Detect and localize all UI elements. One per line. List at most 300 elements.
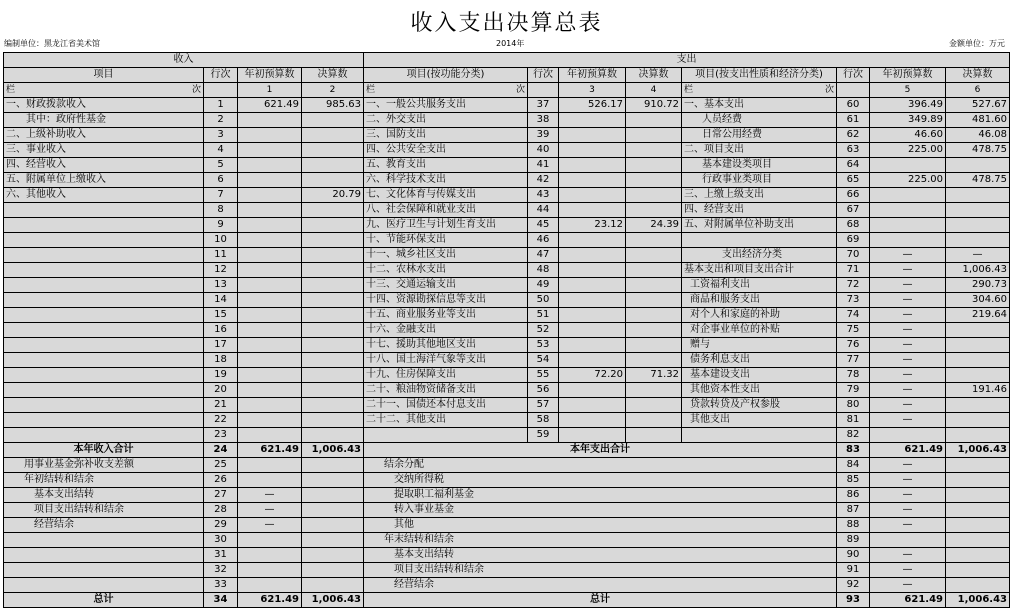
table-row bbox=[4, 518, 1010, 533]
econ-budget: — bbox=[870, 323, 946, 338]
final-header: 决算数 bbox=[302, 68, 364, 83]
income-budget bbox=[238, 293, 302, 308]
income-item: 用事业基金弥补收支差额 bbox=[4, 458, 204, 473]
year-total-row-label: 本年收入合计 bbox=[4, 443, 204, 458]
income-row-no: 2 bbox=[204, 113, 238, 128]
func-budget: 72.20 bbox=[559, 368, 626, 383]
table-row bbox=[4, 278, 1010, 293]
income-final bbox=[302, 323, 364, 338]
income-final bbox=[302, 218, 364, 233]
stub-cell: 栏 次 bbox=[4, 83, 204, 98]
econ-expense-item: 赠与 bbox=[682, 338, 837, 353]
expense-group-header: 支出 bbox=[364, 53, 1010, 68]
econ-budget: 396.49 bbox=[870, 98, 946, 113]
income-budget: 621.49 bbox=[238, 593, 302, 608]
income-budget bbox=[238, 233, 302, 248]
econ-expense-item: 三、上缴上级支出 bbox=[682, 188, 837, 203]
income-budget bbox=[238, 338, 302, 353]
func-expense-item: 二十一、国债还本付息支出 bbox=[364, 398, 528, 413]
func-expense-item: 十、节能环保支出 bbox=[364, 233, 528, 248]
econ-final bbox=[946, 233, 1010, 248]
income-row-no: 29 bbox=[204, 518, 238, 533]
col-number: 6 bbox=[946, 83, 1010, 98]
income-final bbox=[302, 428, 364, 443]
income-row-no: 26 bbox=[204, 473, 238, 488]
table-row bbox=[4, 143, 1010, 158]
income-item bbox=[4, 203, 204, 218]
func-final bbox=[626, 383, 682, 398]
econ-final bbox=[946, 338, 1010, 353]
income-budget bbox=[238, 263, 302, 278]
econ-row-no: 63 bbox=[837, 143, 870, 158]
table-row bbox=[4, 578, 1010, 593]
income-row-no: 7 bbox=[204, 188, 238, 203]
income-final bbox=[302, 518, 364, 533]
table-row bbox=[4, 458, 1010, 473]
econ-final: 481.60 bbox=[946, 113, 1010, 128]
econ-budget: 225.00 bbox=[870, 143, 946, 158]
income-row-no: 6 bbox=[204, 173, 238, 188]
func-item-header: 项目(按功能分类) bbox=[364, 68, 528, 83]
income-item bbox=[4, 278, 204, 293]
func-row-no: 39 bbox=[528, 128, 559, 143]
income-row-no: 9 bbox=[204, 218, 238, 233]
econ-expense-item: 行政事业类项目 bbox=[682, 173, 837, 188]
budget-header: 年初预算数 bbox=[238, 68, 302, 83]
econ-final bbox=[946, 368, 1010, 383]
income-budget bbox=[238, 278, 302, 293]
expense-item: 项目支出结转和结余 bbox=[364, 563, 837, 578]
currency-label: 金额单位：万元 bbox=[949, 39, 1005, 48]
col-number: 5 bbox=[870, 83, 946, 98]
income-final: 985.63 bbox=[302, 98, 364, 113]
stub-blank bbox=[204, 83, 238, 98]
income-row-no: 8 bbox=[204, 203, 238, 218]
report-title: 收入支出决算总表 bbox=[410, 11, 603, 36]
func-expense-item: 十九、住房保障支出 bbox=[364, 368, 528, 383]
stub-blank bbox=[528, 83, 559, 98]
stub-blank bbox=[837, 83, 870, 98]
func-budget bbox=[559, 308, 626, 323]
func-row-no: 42 bbox=[528, 173, 559, 188]
func-row-no: 48 bbox=[528, 263, 559, 278]
income-row-no: 27 bbox=[204, 488, 238, 503]
table-row bbox=[4, 128, 1010, 143]
econ-budget bbox=[870, 203, 946, 218]
econ-final: 290.73 bbox=[946, 278, 1010, 293]
econ-row-no: 61 bbox=[837, 113, 870, 128]
income-final bbox=[302, 248, 364, 263]
func-row-no: 59 bbox=[528, 428, 559, 443]
income-row-no: 10 bbox=[204, 233, 238, 248]
income-final bbox=[302, 263, 364, 278]
grand-total-row bbox=[4, 593, 1010, 608]
income-budget bbox=[238, 248, 302, 263]
income-item bbox=[4, 338, 204, 353]
econ-row-no: 84 bbox=[837, 458, 870, 473]
row-no-header: 行次 bbox=[837, 68, 870, 83]
econ-row-no: 90 bbox=[837, 548, 870, 563]
income-row-no: 23 bbox=[204, 428, 238, 443]
income-row-no: 15 bbox=[204, 308, 238, 323]
econ-expense-item: 其他资本性支出 bbox=[682, 383, 837, 398]
econ-budget: — bbox=[870, 248, 946, 263]
stub-cell: 栏 次 bbox=[364, 83, 528, 98]
income-final bbox=[302, 458, 364, 473]
table-row bbox=[4, 323, 1010, 338]
func-expense-item: 十四、资源勘探信息等支出 bbox=[364, 293, 528, 308]
func-final bbox=[626, 428, 682, 443]
econ-budget: — bbox=[870, 368, 946, 383]
func-final bbox=[626, 188, 682, 203]
table-row bbox=[4, 203, 1010, 218]
econ-final: 1,006.43 bbox=[946, 443, 1010, 458]
econ-row-no: 92 bbox=[837, 578, 870, 593]
econ-final bbox=[946, 533, 1010, 548]
econ-expense-item: 工资福利支出 bbox=[682, 278, 837, 293]
income-item: 项目支出结转和结余 bbox=[4, 503, 204, 518]
func-row-no: 55 bbox=[528, 368, 559, 383]
econ-final bbox=[946, 158, 1010, 173]
table-row bbox=[4, 248, 1010, 263]
econ-budget: — bbox=[870, 293, 946, 308]
func-expense-item: 八、社会保障和就业支出 bbox=[364, 203, 528, 218]
econ-row-no: 78 bbox=[837, 368, 870, 383]
income-row-no: 22 bbox=[204, 413, 238, 428]
func-expense-item: 一、一般公共服务支出 bbox=[364, 98, 528, 113]
func-expense-item: 六、科学技术支出 bbox=[364, 173, 528, 188]
income-budget bbox=[238, 143, 302, 158]
income-budget: 621.49 bbox=[238, 98, 302, 113]
income-budget bbox=[238, 128, 302, 143]
func-row-no: 37 bbox=[528, 98, 559, 113]
econ-budget: 46.60 bbox=[870, 128, 946, 143]
final-header: 决算数 bbox=[626, 68, 682, 83]
func-expense-item: 十七、援助其他地区支出 bbox=[364, 338, 528, 353]
budget-header: 年初预算数 bbox=[559, 68, 626, 83]
income-budget bbox=[238, 353, 302, 368]
func-expense-item: 十二、农林水支出 bbox=[364, 263, 528, 278]
income-item bbox=[4, 383, 204, 398]
econ-budget: — bbox=[870, 413, 946, 428]
income-budget bbox=[238, 203, 302, 218]
econ-row-no: 65 bbox=[837, 173, 870, 188]
econ-budget bbox=[870, 158, 946, 173]
econ-row-no: 66 bbox=[837, 188, 870, 203]
econ-row-no: 75 bbox=[837, 323, 870, 338]
econ-budget: — bbox=[870, 563, 946, 578]
income-row-no: 32 bbox=[204, 563, 238, 578]
econ-budget: — bbox=[870, 548, 946, 563]
func-final bbox=[626, 248, 682, 263]
econ-row-no: 77 bbox=[837, 353, 870, 368]
income-item bbox=[4, 413, 204, 428]
func-row-no: 49 bbox=[528, 278, 559, 293]
income-item bbox=[4, 248, 204, 263]
econ-budget: — bbox=[870, 503, 946, 518]
econ-final: 478.75 bbox=[946, 173, 1010, 188]
income-row-no: 5 bbox=[204, 158, 238, 173]
income-budget bbox=[238, 113, 302, 128]
econ-budget: — bbox=[870, 458, 946, 473]
econ-final bbox=[946, 518, 1010, 533]
econ-budget bbox=[870, 233, 946, 248]
func-final: 910.72 bbox=[626, 98, 682, 113]
econ-final bbox=[946, 548, 1010, 563]
func-budget bbox=[559, 263, 626, 278]
func-budget bbox=[559, 278, 626, 293]
econ-budget: — bbox=[870, 383, 946, 398]
income-row-no: 31 bbox=[204, 548, 238, 563]
expense-item: 结余分配 bbox=[364, 458, 837, 473]
func-row-no: 56 bbox=[528, 383, 559, 398]
income-final bbox=[302, 293, 364, 308]
func-expense-item: 五、教育支出 bbox=[364, 158, 528, 173]
income-final bbox=[302, 533, 364, 548]
income-final bbox=[302, 338, 364, 353]
econ-budget: — bbox=[870, 518, 946, 533]
func-budget bbox=[559, 398, 626, 413]
econ-expense-item: 一、基本支出 bbox=[682, 98, 837, 113]
econ-expense-item: 商品和服务支出 bbox=[682, 293, 837, 308]
table-row bbox=[4, 338, 1010, 353]
income-item bbox=[4, 233, 204, 248]
income-item: 一、财政拨款收入 bbox=[4, 98, 204, 113]
func-expense-item: 十一、城乡社区支出 bbox=[364, 248, 528, 263]
table-row bbox=[4, 218, 1010, 233]
income-final bbox=[302, 143, 364, 158]
econ-budget: — bbox=[870, 398, 946, 413]
grand-total-row-expense-label: 总计 bbox=[364, 593, 837, 608]
func-row-no: 53 bbox=[528, 338, 559, 353]
func-final bbox=[626, 308, 682, 323]
table-row bbox=[4, 488, 1010, 503]
func-expense-item: 四、公共安全支出 bbox=[364, 143, 528, 158]
func-budget bbox=[559, 338, 626, 353]
econ-final bbox=[946, 458, 1010, 473]
income-row-no: 30 bbox=[204, 533, 238, 548]
income-expense-table bbox=[3, 52, 1010, 608]
econ-row-no: 60 bbox=[837, 98, 870, 113]
econ-final bbox=[946, 203, 1010, 218]
expense-item: 年末结转和结余 bbox=[364, 533, 837, 548]
income-group-header: 收入 bbox=[4, 53, 364, 68]
func-row-no: 51 bbox=[528, 308, 559, 323]
func-final bbox=[626, 353, 682, 368]
income-final bbox=[302, 128, 364, 143]
econ-expense-item: 基本建设类项目 bbox=[682, 158, 837, 173]
income-final bbox=[302, 488, 364, 503]
income-row-no: 14 bbox=[204, 293, 238, 308]
func-expense-item: 十三、交通运输支出 bbox=[364, 278, 528, 293]
func-expense-item: 十六、金融支出 bbox=[364, 323, 528, 338]
income-final bbox=[302, 173, 364, 188]
func-final: 24.39 bbox=[626, 218, 682, 233]
func-row-no: 41 bbox=[528, 158, 559, 173]
func-row-no: 44 bbox=[528, 203, 559, 218]
econ-expense-item: 对企事业单位的补贴 bbox=[682, 323, 837, 338]
econ-row-no: 64 bbox=[837, 158, 870, 173]
income-budget bbox=[238, 218, 302, 233]
income-budget bbox=[238, 383, 302, 398]
econ-final bbox=[946, 488, 1010, 503]
econ-row-no: 91 bbox=[837, 563, 870, 578]
income-budget bbox=[238, 368, 302, 383]
income-item bbox=[4, 308, 204, 323]
econ-row-no: 76 bbox=[837, 338, 870, 353]
func-budget: 23.12 bbox=[559, 218, 626, 233]
func-row-no: 47 bbox=[528, 248, 559, 263]
table-row bbox=[4, 158, 1010, 173]
income-item: 五、附属单位上缴收入 bbox=[4, 173, 204, 188]
func-budget bbox=[559, 353, 626, 368]
econ-budget: — bbox=[870, 263, 946, 278]
func-final bbox=[626, 233, 682, 248]
func-budget bbox=[559, 233, 626, 248]
func-budget bbox=[559, 428, 626, 443]
income-row-no: 16 bbox=[204, 323, 238, 338]
econ-row-no: 81 bbox=[837, 413, 870, 428]
econ-budget: — bbox=[870, 338, 946, 353]
func-final bbox=[626, 143, 682, 158]
table-row bbox=[4, 188, 1010, 203]
func-row-no: 40 bbox=[528, 143, 559, 158]
income-final bbox=[302, 503, 364, 518]
econ-final: — bbox=[946, 248, 1010, 263]
econ-budget: — bbox=[870, 278, 946, 293]
report-year: 2014年 bbox=[496, 39, 525, 48]
income-row-no: 3 bbox=[204, 128, 238, 143]
econ-final bbox=[946, 218, 1010, 233]
func-final bbox=[626, 293, 682, 308]
col-number: 1 bbox=[238, 83, 302, 98]
econ-expense-item bbox=[682, 428, 837, 443]
econ-row-no: 83 bbox=[837, 443, 870, 458]
econ-final: 304.60 bbox=[946, 293, 1010, 308]
econ-final: 1,006.43 bbox=[946, 263, 1010, 278]
income-row-no: 21 bbox=[204, 398, 238, 413]
econ-expense-item: 其他支出 bbox=[682, 413, 837, 428]
func-row-no: 52 bbox=[528, 323, 559, 338]
income-row-no: 28 bbox=[204, 503, 238, 518]
grand-total-row-label: 总计 bbox=[4, 593, 204, 608]
econ-final bbox=[946, 473, 1010, 488]
income-item: 其中：政府性基金 bbox=[4, 113, 204, 128]
income-item bbox=[4, 428, 204, 443]
econ-expense-item: 四、经营支出 bbox=[682, 203, 837, 218]
table-row bbox=[4, 368, 1010, 383]
income-item bbox=[4, 548, 204, 563]
unit-label: 编制单位：黑龙江省美术馆 bbox=[4, 39, 100, 48]
econ-row-no: 70 bbox=[837, 248, 870, 263]
income-item bbox=[4, 263, 204, 278]
expense-item: 经营结余 bbox=[364, 578, 837, 593]
income-item: 三、事业收入 bbox=[4, 143, 204, 158]
income-budget bbox=[238, 173, 302, 188]
income-item bbox=[4, 578, 204, 593]
func-expense-item: 二十、粮油物资储备支出 bbox=[364, 383, 528, 398]
func-budget bbox=[559, 113, 626, 128]
table-row bbox=[4, 563, 1010, 578]
table-row bbox=[4, 428, 1010, 443]
econ-final: 219.64 bbox=[946, 308, 1010, 323]
econ-final bbox=[946, 323, 1010, 338]
econ-budget bbox=[870, 533, 946, 548]
income-final bbox=[302, 368, 364, 383]
econ-expense-item: 基本建设支出 bbox=[682, 368, 837, 383]
income-budget bbox=[238, 323, 302, 338]
income-final: 1,006.43 bbox=[302, 593, 364, 608]
expense-item: 交纳所得税 bbox=[364, 473, 837, 488]
econ-final: 46.08 bbox=[946, 128, 1010, 143]
econ-row-no: 85 bbox=[837, 473, 870, 488]
func-row-no: 58 bbox=[528, 413, 559, 428]
func-final: 71.32 bbox=[626, 368, 682, 383]
func-row-no: 50 bbox=[528, 293, 559, 308]
func-expense-item: 十五、商业服务业等支出 bbox=[364, 308, 528, 323]
econ-budget bbox=[870, 428, 946, 443]
income-row-no: 13 bbox=[204, 278, 238, 293]
econ-budget: 225.00 bbox=[870, 173, 946, 188]
func-budget bbox=[559, 188, 626, 203]
income-budget bbox=[238, 578, 302, 593]
income-final bbox=[302, 278, 364, 293]
table-row bbox=[4, 233, 1010, 248]
income-item-header: 项目 bbox=[4, 68, 204, 83]
income-budget: 621.49 bbox=[238, 443, 302, 458]
func-budget bbox=[559, 128, 626, 143]
econ-expense-item: 基本支出和项目支出合计 bbox=[682, 263, 837, 278]
econ-row-no: 88 bbox=[837, 518, 870, 533]
econ-expense-item: 债务利息支出 bbox=[682, 353, 837, 368]
table-row bbox=[4, 308, 1010, 323]
income-budget bbox=[238, 473, 302, 488]
income-final: 20.79 bbox=[302, 188, 364, 203]
income-item bbox=[4, 353, 204, 368]
income-final bbox=[302, 578, 364, 593]
func-final bbox=[626, 398, 682, 413]
func-final bbox=[626, 323, 682, 338]
table-row bbox=[4, 173, 1010, 188]
col-number: 3 bbox=[559, 83, 626, 98]
econ-row-no: 82 bbox=[837, 428, 870, 443]
table-row bbox=[4, 503, 1010, 518]
income-budget: — bbox=[238, 488, 302, 503]
income-final bbox=[302, 548, 364, 563]
income-final: 1,006.43 bbox=[302, 443, 364, 458]
final-header: 决算数 bbox=[946, 68, 1010, 83]
func-budget: 526.17 bbox=[559, 98, 626, 113]
income-final bbox=[302, 308, 364, 323]
income-final bbox=[302, 413, 364, 428]
func-expense-item: 二十二、其他支出 bbox=[364, 413, 528, 428]
table-row bbox=[4, 263, 1010, 278]
func-expense-item: 七、文化体育与传媒支出 bbox=[364, 188, 528, 203]
income-row-no: 20 bbox=[204, 383, 238, 398]
income-item bbox=[4, 398, 204, 413]
stub-cell: 栏 次 bbox=[682, 83, 837, 98]
econ-item-header: 项目(按支出性质和经济分类) bbox=[682, 68, 837, 83]
income-final bbox=[302, 158, 364, 173]
income-item: 经营结余 bbox=[4, 518, 204, 533]
econ-row-no: 74 bbox=[837, 308, 870, 323]
income-row-no: 1 bbox=[204, 98, 238, 113]
func-budget bbox=[559, 383, 626, 398]
income-budget bbox=[238, 548, 302, 563]
func-budget bbox=[559, 173, 626, 188]
func-row-no: 45 bbox=[528, 218, 559, 233]
table-row bbox=[4, 293, 1010, 308]
